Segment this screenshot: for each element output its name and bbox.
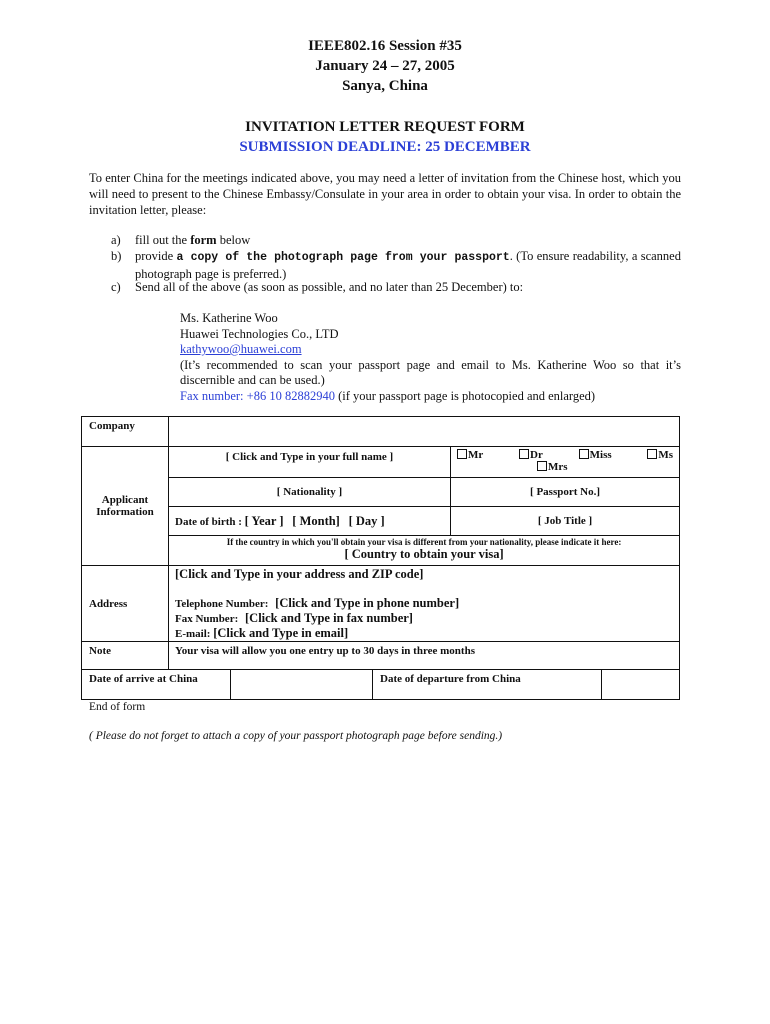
telephone-label: Telephone Number: (175, 598, 269, 610)
intro-paragraph: To enter China for the meetings indicated above, you may need a letter of invitation from the Chinese host, which you will need to present to the Chinese Embassy/Consulate in your area in order to obtain your visa. In order to obtain the invitation letter, please: (89, 171, 681, 217)
step-b-post: . (To ensure readability, a scanned photograph page is preferred.) (135, 249, 681, 281)
miss-checkbox[interactable] (579, 449, 589, 459)
contact-fax: Fax number: +86 10 82882940 (180, 388, 335, 403)
nationality-field[interactable]: [ Nationality ] (169, 478, 451, 507)
step-a (111, 232, 681, 248)
dr-checkbox[interactable] (519, 449, 529, 459)
mr-checkbox[interactable] (457, 449, 467, 459)
visa-country-note: If the country in which you'll obtain your visa is different from your nationality, please indicate it here: (226, 537, 622, 547)
form-title: INVITATION LETTER REQUEST FORM (245, 119, 525, 135)
address-cell (169, 566, 680, 642)
step-c-marker: c) (111, 280, 121, 294)
step-a-bold: form (190, 233, 217, 247)
title-dr-option[interactable]: Dr (519, 449, 543, 461)
passport-number-field[interactable]: [ Passport No.] (451, 478, 680, 507)
company-input[interactable] (169, 417, 680, 447)
title-options (451, 447, 680, 478)
email-label: E-mail: (175, 628, 211, 640)
visa-country-cell (169, 536, 680, 566)
note-label: Note (82, 642, 169, 670)
company-label: Company (82, 417, 169, 447)
title-miss-option[interactable]: Miss (579, 449, 612, 461)
contact-email-link[interactable]: kathywoo@huawei.com (180, 342, 302, 356)
title-ms-option[interactable]: Ms (647, 449, 673, 461)
session-title: IEEE802.16 Session #35 (308, 38, 462, 54)
session-location: Sanya, China (342, 78, 428, 94)
contact-company: Huawei Technologies Co., LTD (180, 326, 339, 341)
step-c (111, 279, 681, 295)
dob-day-field[interactable]: [ Day ] (348, 513, 385, 528)
full-name-field[interactable]: [ Click and Type in your full name ] (169, 447, 451, 478)
dob-month-field[interactable]: [ Month] (292, 513, 340, 528)
step-a-post: below (216, 233, 251, 247)
fax-label: Fax Number: (175, 613, 239, 625)
attachment-reminder: ( Please do not forget to attach a copy of your passport photograph page before sending.) (89, 730, 503, 742)
contact-fax-note: (if your passport page is photocopied and enlarged) (334, 388, 596, 403)
end-of-form: End of form (89, 701, 146, 713)
mrs-checkbox[interactable] (537, 461, 547, 471)
invitation-form-table (81, 416, 680, 700)
ms-checkbox[interactable] (647, 449, 657, 459)
address-field[interactable]: [Click and Type in your address and ZIP code] (175, 567, 424, 581)
title-mr-option[interactable]: Mr (457, 449, 483, 461)
departure-date-label: Date of departure from China (373, 670, 602, 700)
contact-note: (It’s recommended to scan your passport page and email to Ms. Katherine Woo so that it’s discernible and can be used.) (180, 357, 681, 387)
title-mrs-option[interactable]: Mrs (537, 461, 568, 473)
step-b-pre: provide (135, 249, 177, 263)
step-a-marker: a) (111, 233, 121, 247)
session-dates: January 24 – 27, 2005 (315, 58, 455, 74)
arrival-date-label: Date of arrive at China (82, 670, 231, 700)
step-b-bold: a copy of the photograph page from your passport (176, 251, 510, 264)
submission-deadline: SUBMISSION DEADLINE: 25 DECEMBER (239, 139, 531, 155)
fax-field[interactable]: [Click and Type in fax number] (245, 611, 413, 625)
note-text: Your visa will allow you one entry up to 30 days in three months (169, 642, 680, 670)
step-b (111, 248, 681, 282)
contact-name: Ms. Katherine Woo (180, 311, 278, 325)
departure-date-field[interactable] (602, 670, 680, 700)
email-field[interactable]: [Click and Type in email] (213, 626, 349, 640)
job-title-field[interactable]: [ Job Title ] (451, 507, 680, 536)
telephone-field[interactable]: [Click and Type in phone number] (275, 596, 460, 610)
contact-block (180, 311, 681, 404)
step-c-text: Send all of the above (as soon as possible, and no later than 25 December) to: (135, 280, 524, 294)
arrival-date-field[interactable] (231, 670, 373, 700)
applicant-info-label: Applicant Information (82, 447, 169, 566)
visa-country-field[interactable]: [ Country to obtain your visa] (344, 547, 504, 561)
step-b-marker: b) (111, 249, 122, 263)
dob-label: Date of birth : (175, 515, 245, 528)
step-a-pre: fill out the (135, 233, 191, 247)
address-label: Address (82, 566, 169, 642)
dob-year-field[interactable]: [ Year ] (244, 513, 284, 528)
date-of-birth-row (169, 507, 451, 536)
